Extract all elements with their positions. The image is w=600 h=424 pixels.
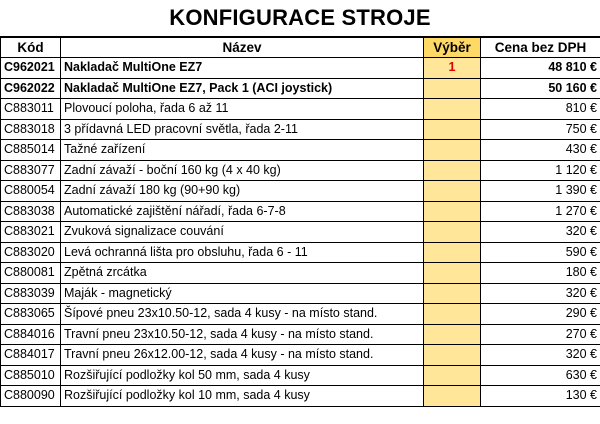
- row-price: 1 390 €: [481, 181, 600, 202]
- row-code: C883020: [1, 242, 61, 263]
- row-name: Plovoucí poloha, řada 6 až 11: [61, 99, 424, 120]
- row-code: C880081: [1, 263, 61, 284]
- row-name: Zvuková signalizace couvání: [61, 222, 424, 243]
- table-row: [1, 324, 600, 345]
- row-price: 1 120 €: [481, 160, 600, 181]
- row-name: Nakladač MultiOne EZ7: [61, 58, 424, 79]
- table-body: [1, 58, 600, 407]
- header-price: Cena bez DPH: [481, 37, 600, 58]
- table-row: [1, 119, 600, 140]
- row-name: Automatické zajištění nářadí, řada 6-7-8: [61, 201, 424, 222]
- table-row: [1, 283, 600, 304]
- row-code: C962022: [1, 78, 61, 99]
- row-name: Travní pneu 26x12.00-12, sada 4 kusy - na místo stand.: [61, 345, 424, 366]
- row-name: Levá ochranná lišta pro obsluhu, řada 6 - 11: [61, 242, 424, 263]
- row-price: 430 €: [481, 140, 600, 161]
- table-row: [1, 304, 600, 325]
- row-selection-cell[interactable]: [424, 201, 481, 222]
- row-code: C880054: [1, 181, 61, 202]
- row-price: 290 €: [481, 304, 600, 325]
- table-row: [1, 78, 600, 99]
- row-code: C883038: [1, 201, 61, 222]
- row-price: 50 160 €: [481, 78, 600, 99]
- row-price: 130 €: [481, 386, 600, 407]
- row-price: 48 810 €: [481, 58, 600, 79]
- row-selection-cell[interactable]: [424, 160, 481, 181]
- header-row: [1, 37, 600, 58]
- table-row: [1, 58, 600, 79]
- table-row: [1, 140, 600, 161]
- row-name: Zadní závaží - boční 160 kg (4 x 40 kg): [61, 160, 424, 181]
- header-selection: Výběr: [424, 37, 481, 58]
- row-code: C880090: [1, 386, 61, 407]
- row-price: 630 €: [481, 365, 600, 386]
- row-price: 320 €: [481, 283, 600, 304]
- row-code: C883021: [1, 222, 61, 243]
- table-row: [1, 160, 600, 181]
- table-row: [1, 201, 600, 222]
- table-row: [1, 242, 600, 263]
- row-name: 3 přídavná LED pracovní světla, řada 2-11: [61, 119, 424, 140]
- row-selection-cell[interactable]: [424, 263, 481, 284]
- row-price: 270 €: [481, 324, 600, 345]
- row-code: C884017: [1, 345, 61, 366]
- row-selection-cell[interactable]: [424, 181, 481, 202]
- table-row: [1, 386, 600, 407]
- configuration-table: [0, 36, 600, 407]
- table-row: [1, 345, 600, 366]
- row-selection-cell[interactable]: [424, 242, 481, 263]
- table-row: [1, 263, 600, 284]
- row-code: C962021: [1, 58, 61, 79]
- row-name: Travní pneu 23x10.50-12, sada 4 kusy - na místo stand.: [61, 324, 424, 345]
- row-code: C883011: [1, 99, 61, 120]
- row-code: C885014: [1, 140, 61, 161]
- row-name: Zpětná zrcátka: [61, 263, 424, 284]
- row-name: Maják - magnetický: [61, 283, 424, 304]
- row-selection-cell[interactable]: [424, 222, 481, 243]
- row-selection-cell[interactable]: 1: [424, 58, 481, 79]
- row-name: Tažné zařízení: [61, 140, 424, 161]
- page-title: KONFIGURACE STROJE: [169, 5, 431, 30]
- row-selection-cell[interactable]: [424, 345, 481, 366]
- row-selection-cell[interactable]: [424, 283, 481, 304]
- table-row: [1, 181, 600, 202]
- row-code: C883065: [1, 304, 61, 325]
- row-name: Zadní závaží 180 kg (90+90 kg): [61, 181, 424, 202]
- row-code: C883039: [1, 283, 61, 304]
- row-name: Nakladač MultiOne EZ7, Pack 1 (ACI joystick): [61, 78, 424, 99]
- row-price: 320 €: [481, 345, 600, 366]
- row-price: 810 €: [481, 99, 600, 120]
- row-code: C883018: [1, 119, 61, 140]
- row-selection-cell[interactable]: [424, 140, 481, 161]
- table-row: [1, 99, 600, 120]
- row-price: 320 €: [481, 222, 600, 243]
- row-price: 180 €: [481, 263, 600, 284]
- row-code: C885010: [1, 365, 61, 386]
- row-selection-cell[interactable]: [424, 78, 481, 99]
- row-selection-cell[interactable]: [424, 99, 481, 120]
- table-row: [1, 365, 600, 386]
- row-code: C884016: [1, 324, 61, 345]
- row-selection-cell[interactable]: [424, 324, 481, 345]
- row-code: C883077: [1, 160, 61, 181]
- header-name: Název: [61, 37, 424, 58]
- row-selection-cell[interactable]: [424, 119, 481, 140]
- row-selection-cell[interactable]: [424, 304, 481, 325]
- row-price: 1 270 €: [481, 201, 600, 222]
- row-price: 750 €: [481, 119, 600, 140]
- row-selection-cell[interactable]: [424, 365, 481, 386]
- table-row: [1, 222, 600, 243]
- row-name: Šípové pneu 23x10.50-12, sada 4 kusy - na místo stand.: [61, 304, 424, 325]
- row-name: Rozšiřující podložky kol 50 mm, sada 4 kusy: [61, 365, 424, 386]
- header-code: Kód: [1, 37, 61, 58]
- row-selection-cell[interactable]: [424, 386, 481, 407]
- row-name: Rozšiřující podložky kol 10 mm, sada 4 kusy: [61, 386, 424, 407]
- row-price: 590 €: [481, 242, 600, 263]
